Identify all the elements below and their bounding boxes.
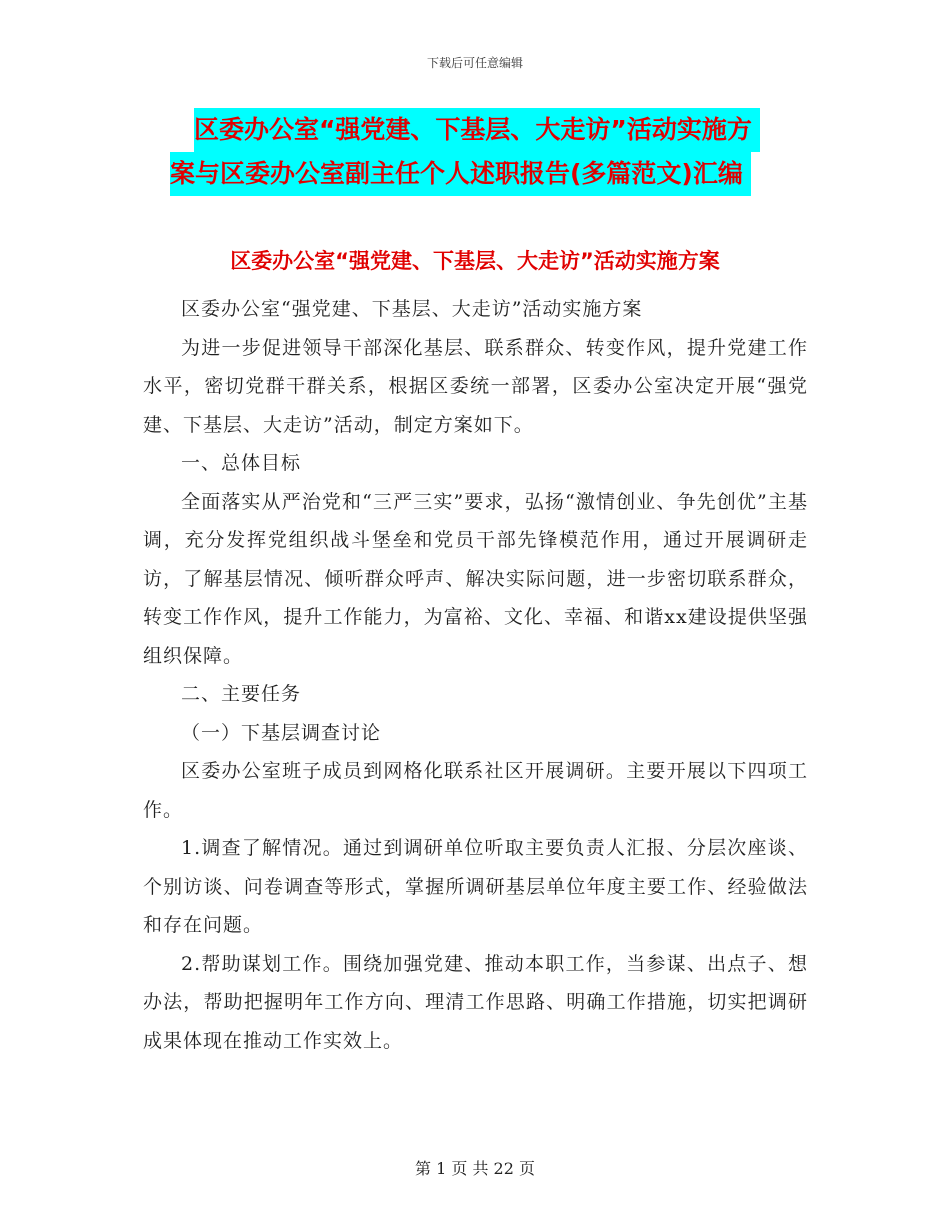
paragraph: 全面落实从严治党和“三严三实”要求，弘扬“激情创业、争先创优”主基调，充分发挥党组织战斗堡垒和党员干部先锋模范作用，通过开展调研走访，了解基层情况、倾听群众呼声、解决实际问题，进一步密切联系群众，转变工作作风，提升工作能力，为富裕、文化、幸福、和谐xx建设提供坚强组织保障。 xyxy=(143,490,808,667)
paragraph: 1.调查了解情况。通过到调研单位听取主要负责人汇报、分层次座谈、个别访谈、问卷调查等形式，掌握所调研基层单位年度主要工作、经验做法和存在问题。 xyxy=(143,837,808,936)
paragraph: 为进一步促进领导干部深化基层、联系群众、转变作风，提升党建工作水平，密切党群干群关系，根据区委统一部署，区委办公室决定开展“强党建、下基层、大走访”活动，制定方案如下。 xyxy=(143,336,808,436)
paragraph: 区委办公室班子成员到网格化联系社区开展调研。主要开展以下四项工作。 xyxy=(143,760,808,821)
paragraph: 区委办公室“强党建、下基层、大走访”活动实施方案 xyxy=(181,298,643,320)
section-title: 区委办公室“强党建、下基层、大走访”活动实施方案 xyxy=(230,249,720,273)
page-header-note: 下载后可任意编辑 xyxy=(426,56,523,70)
title-line-2: 案与区委办公室副主任个人述职报告(多篇范文)汇编 xyxy=(170,152,751,196)
paragraph: 2.帮助谋划工作。围绕加强党建、推动本职工作，当参谋、出点子、想办法，帮助把握明年工作方向、理清工作思路、明确工作措施，切实把调研成果体现在推动工作实效上。 xyxy=(143,952,808,1052)
heading-main-tasks: 二、主要任务 xyxy=(181,683,302,705)
page-footer-pagination: 第 1 页 共 22 页 xyxy=(415,1159,535,1178)
document-main-title xyxy=(170,108,810,196)
heading-general-goal: 一、总体目标 xyxy=(181,452,302,474)
title-line-1: 区委办公室“强党建、下基层、大走访”活动实施方 xyxy=(194,108,760,152)
heading-subsection-1: （一）下基层调查讨论 xyxy=(181,721,382,744)
document-body xyxy=(143,290,808,1060)
